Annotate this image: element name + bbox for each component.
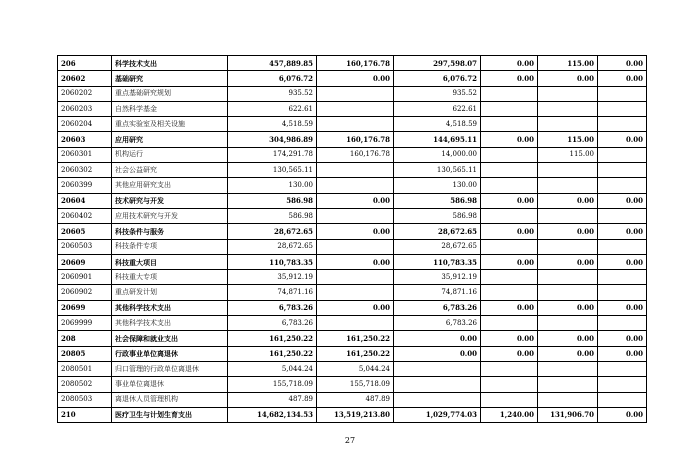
column-5-cell: 115.00	[538, 56, 598, 71]
table-row	[58, 316, 647, 331]
column-5-cell: 0.00	[538, 346, 598, 361]
basic-expenditure-cell: 160,176.78	[317, 132, 394, 147]
table-row	[58, 132, 647, 147]
budget-table	[57, 55, 647, 423]
table-row	[58, 163, 647, 178]
total-cell: 304,986.89	[228, 132, 317, 147]
column-4-cell	[481, 239, 538, 254]
name-cell: 应用研究	[112, 132, 228, 147]
basic-expenditure-cell	[317, 163, 394, 178]
name-cell: 重点实验室及相关设施	[112, 117, 228, 132]
total-cell: 6,783.26	[228, 316, 317, 331]
total-cell: 622.61	[228, 101, 317, 116]
table-row	[58, 224, 647, 239]
table-row	[58, 178, 647, 193]
project-expenditure-cell: 586.98	[394, 208, 481, 223]
column-5-cell	[538, 361, 598, 376]
total-cell: 586.98	[228, 208, 317, 223]
table-row	[58, 346, 647, 361]
name-cell: 科技条件专项	[112, 239, 228, 254]
project-expenditure-cell: 6,783.26	[394, 316, 481, 331]
total-cell: 6,076.72	[228, 71, 317, 86]
name-cell: 社会保障和就业支出	[112, 331, 228, 346]
table-row	[58, 285, 647, 300]
column-5-cell: 0.00	[538, 224, 598, 239]
project-expenditure-cell: 28,672.65	[394, 224, 481, 239]
column-5-cell	[538, 239, 598, 254]
table-row	[58, 117, 647, 132]
basic-expenditure-cell: 0.00	[317, 254, 394, 269]
code-cell: 2060301	[58, 147, 112, 162]
basic-expenditure-cell: 5,044.24	[317, 361, 394, 376]
code-cell: 2060399	[58, 178, 112, 193]
basic-expenditure-cell: 161,250.22	[317, 346, 394, 361]
code-cell: 2060902	[58, 285, 112, 300]
column-5-cell	[538, 117, 598, 132]
total-cell: 6,783.26	[228, 300, 317, 315]
total-cell: 74,871.16	[228, 285, 317, 300]
project-expenditure-cell: 14,000.00	[394, 147, 481, 162]
code-cell: 20604	[58, 193, 112, 208]
column-4-cell: 0.00	[481, 132, 538, 147]
column-5-cell	[538, 208, 598, 223]
code-cell: 2060901	[58, 270, 112, 285]
name-cell: 重点研发计划	[112, 285, 228, 300]
code-cell: 208	[58, 331, 112, 346]
column-6-cell	[598, 86, 647, 101]
column-5-cell	[538, 178, 598, 193]
basic-expenditure-cell	[317, 239, 394, 254]
total-cell: 586.98	[228, 193, 317, 208]
table-row	[58, 392, 647, 407]
name-cell: 社会公益研究	[112, 163, 228, 178]
column-4-cell	[481, 147, 538, 162]
name-cell: 其他科学技术支出	[112, 300, 228, 315]
column-6-cell	[598, 270, 647, 285]
column-6-cell: 0.00	[598, 71, 647, 86]
project-expenditure-cell: 74,871.16	[394, 285, 481, 300]
column-5-cell: 0.00	[538, 300, 598, 315]
basic-expenditure-cell	[317, 285, 394, 300]
column-6-cell: 0.00	[598, 224, 647, 239]
basic-expenditure-cell	[317, 86, 394, 101]
column-6-cell: 0.00	[598, 346, 647, 361]
table-row	[58, 377, 647, 392]
column-6-cell: 0.00	[598, 254, 647, 269]
code-cell: 2060402	[58, 208, 112, 223]
project-expenditure-cell: 297,598.07	[394, 56, 481, 71]
name-cell: 离退休人员管理机构	[112, 392, 228, 407]
code-cell: 2080502	[58, 377, 112, 392]
basic-expenditure-cell: 0.00	[317, 71, 394, 86]
column-6-cell	[598, 316, 647, 331]
name-cell: 其他科学技术支出	[112, 316, 228, 331]
basic-expenditure-cell	[317, 270, 394, 285]
name-cell: 技术研究与开发	[112, 193, 228, 208]
code-cell: 2060203	[58, 101, 112, 116]
column-4-cell: 0.00	[481, 56, 538, 71]
basic-expenditure-cell	[317, 178, 394, 193]
table-row	[58, 56, 647, 71]
table-row	[58, 254, 647, 269]
column-4-cell	[481, 316, 538, 331]
basic-expenditure-cell: 160,176.78	[317, 147, 394, 162]
code-cell: 2060503	[58, 239, 112, 254]
code-cell: 20602	[58, 71, 112, 86]
column-6-cell	[598, 239, 647, 254]
column-4-cell: 0.00	[481, 224, 538, 239]
column-5-cell: 131,906.70	[538, 407, 598, 422]
basic-expenditure-cell	[317, 316, 394, 331]
project-expenditure-cell: 6,783.26	[394, 300, 481, 315]
column-5-cell	[538, 101, 598, 116]
name-cell: 科技条件与服务	[112, 224, 228, 239]
column-6-cell: 0.00	[598, 407, 647, 422]
table-row	[58, 147, 647, 162]
basic-expenditure-cell	[317, 208, 394, 223]
total-cell: 457,889.85	[228, 56, 317, 71]
column-5-cell: 0.00	[538, 331, 598, 346]
total-cell: 14,682,134.53	[228, 407, 317, 422]
project-expenditure-cell: 586.98	[394, 193, 481, 208]
column-6-cell	[598, 101, 647, 116]
column-6-cell	[598, 117, 647, 132]
column-5-cell: 0.00	[538, 71, 598, 86]
name-cell: 自然科学基金	[112, 101, 228, 116]
column-4-cell: 0.00	[481, 254, 538, 269]
name-cell: 归口管理的行政单位离退休	[112, 361, 228, 376]
column-4-cell	[481, 86, 538, 101]
column-6-cell	[598, 361, 647, 376]
name-cell: 重点基础研究规划	[112, 86, 228, 101]
column-5-cell: 115.00	[538, 132, 598, 147]
column-4-cell: 0.00	[481, 193, 538, 208]
basic-expenditure-cell: 0.00	[317, 300, 394, 315]
total-cell: 28,672.65	[228, 239, 317, 254]
column-6-cell	[598, 178, 647, 193]
column-5-cell: 115.00	[538, 147, 598, 162]
column-6-cell	[598, 208, 647, 223]
name-cell: 科技重大项目	[112, 254, 228, 269]
column-5-cell: 0.00	[538, 254, 598, 269]
total-cell: 5,044.24	[228, 361, 317, 376]
basic-expenditure-cell	[317, 117, 394, 132]
name-cell: 行政事业单位离退休	[112, 346, 228, 361]
project-expenditure-cell: 110,783.35	[394, 254, 481, 269]
column-5-cell	[538, 316, 598, 331]
total-cell: 4,518.59	[228, 117, 317, 132]
table-row	[58, 270, 647, 285]
table-row	[58, 71, 647, 86]
column-4-cell: 0.00	[481, 71, 538, 86]
project-expenditure-cell	[394, 392, 481, 407]
column-6-cell	[598, 285, 647, 300]
total-cell: 130,565.11	[228, 163, 317, 178]
code-cell: 2080501	[58, 361, 112, 376]
column-4-cell: 0.00	[481, 300, 538, 315]
column-5-cell	[538, 270, 598, 285]
name-cell: 应用技术研究与开发	[112, 208, 228, 223]
code-cell: 206	[58, 56, 112, 71]
column-5-cell: 0.00	[538, 193, 598, 208]
column-6-cell: 0.00	[598, 300, 647, 315]
basic-expenditure-cell: 161,250.22	[317, 331, 394, 346]
total-cell: 155,718.09	[228, 377, 317, 392]
total-cell: 28,672.65	[228, 224, 317, 239]
project-expenditure-cell: 28,672.65	[394, 239, 481, 254]
basic-expenditure-cell: 160,176.78	[317, 56, 394, 71]
column-4-cell: 1,240.00	[481, 407, 538, 422]
total-cell: 110,783.35	[228, 254, 317, 269]
project-expenditure-cell: 1,029,774.03	[394, 407, 481, 422]
table-row	[58, 331, 647, 346]
column-4-cell	[481, 117, 538, 132]
table-row	[58, 361, 647, 376]
table-row	[58, 86, 647, 101]
column-4-cell	[481, 361, 538, 376]
page-number: 27	[344, 436, 356, 445]
code-cell: 20609	[58, 254, 112, 269]
name-cell: 事业单位离退休	[112, 377, 228, 392]
column-5-cell	[538, 392, 598, 407]
column-5-cell	[538, 285, 598, 300]
table-row	[58, 101, 647, 116]
total-cell: 161,250.22	[228, 346, 317, 361]
column-6-cell	[598, 147, 647, 162]
column-5-cell	[538, 163, 598, 178]
project-expenditure-cell: 0.00	[394, 346, 481, 361]
name-cell: 科技重大专项	[112, 270, 228, 285]
basic-expenditure-cell: 155,718.09	[317, 377, 394, 392]
column-4-cell	[481, 163, 538, 178]
total-cell: 935.52	[228, 86, 317, 101]
project-expenditure-cell	[394, 361, 481, 376]
project-expenditure-cell: 935.52	[394, 86, 481, 101]
name-cell: 机构运行	[112, 147, 228, 162]
column-6-cell: 0.00	[598, 132, 647, 147]
name-cell: 其他应用研究支出	[112, 178, 228, 193]
column-5-cell	[538, 377, 598, 392]
project-expenditure-cell: 35,912.19	[394, 270, 481, 285]
project-expenditure-cell: 130,565.11	[394, 163, 481, 178]
code-cell: 20605	[58, 224, 112, 239]
table-row	[58, 407, 647, 422]
table-row	[58, 193, 647, 208]
column-6-cell: 0.00	[598, 56, 647, 71]
project-expenditure-cell: 4,518.59	[394, 117, 481, 132]
project-expenditure-cell: 622.61	[394, 101, 481, 116]
column-6-cell	[598, 163, 647, 178]
total-cell: 487.89	[228, 392, 317, 407]
column-4-cell	[481, 285, 538, 300]
basic-expenditure-cell	[317, 101, 394, 116]
column-5-cell	[538, 86, 598, 101]
total-cell: 174,291.78	[228, 147, 317, 162]
table-row	[58, 208, 647, 223]
code-cell: 20805	[58, 346, 112, 361]
code-cell: 2060302	[58, 163, 112, 178]
table-row	[58, 300, 647, 315]
column-6-cell: 0.00	[598, 331, 647, 346]
code-cell: 2060204	[58, 117, 112, 132]
table-row	[58, 239, 647, 254]
column-4-cell: 0.00	[481, 331, 538, 346]
name-cell: 医疗卫生与计划生育支出	[112, 407, 228, 422]
basic-expenditure-cell: 0.00	[317, 224, 394, 239]
column-6-cell	[598, 392, 647, 407]
column-4-cell	[481, 270, 538, 285]
project-expenditure-cell: 144,695.11	[394, 132, 481, 147]
name-cell: 基础研究	[112, 71, 228, 86]
column-4-cell: 0.00	[481, 346, 538, 361]
column-4-cell	[481, 101, 538, 116]
column-6-cell	[598, 377, 647, 392]
basic-expenditure-cell: 13,519,213.80	[317, 407, 394, 422]
project-expenditure-cell: 130.00	[394, 178, 481, 193]
table-body	[58, 56, 647, 423]
basic-expenditure-cell: 487.89	[317, 392, 394, 407]
code-cell: 20699	[58, 300, 112, 315]
code-cell: 2069999	[58, 316, 112, 331]
total-cell: 161,250.22	[228, 331, 317, 346]
code-cell: 2080503	[58, 392, 112, 407]
code-cell: 2060202	[58, 86, 112, 101]
column-4-cell	[481, 178, 538, 193]
project-expenditure-cell: 0.00	[394, 331, 481, 346]
total-cell: 130.00	[228, 178, 317, 193]
code-cell: 210	[58, 407, 112, 422]
column-4-cell	[481, 377, 538, 392]
code-cell: 20603	[58, 132, 112, 147]
name-cell: 科学技术支出	[112, 56, 228, 71]
column-6-cell: 0.00	[598, 193, 647, 208]
basic-expenditure-cell: 0.00	[317, 193, 394, 208]
column-4-cell	[481, 208, 538, 223]
project-expenditure-cell: 6,076.72	[394, 71, 481, 86]
column-4-cell	[481, 392, 538, 407]
total-cell: 35,912.19	[228, 270, 317, 285]
project-expenditure-cell	[394, 377, 481, 392]
